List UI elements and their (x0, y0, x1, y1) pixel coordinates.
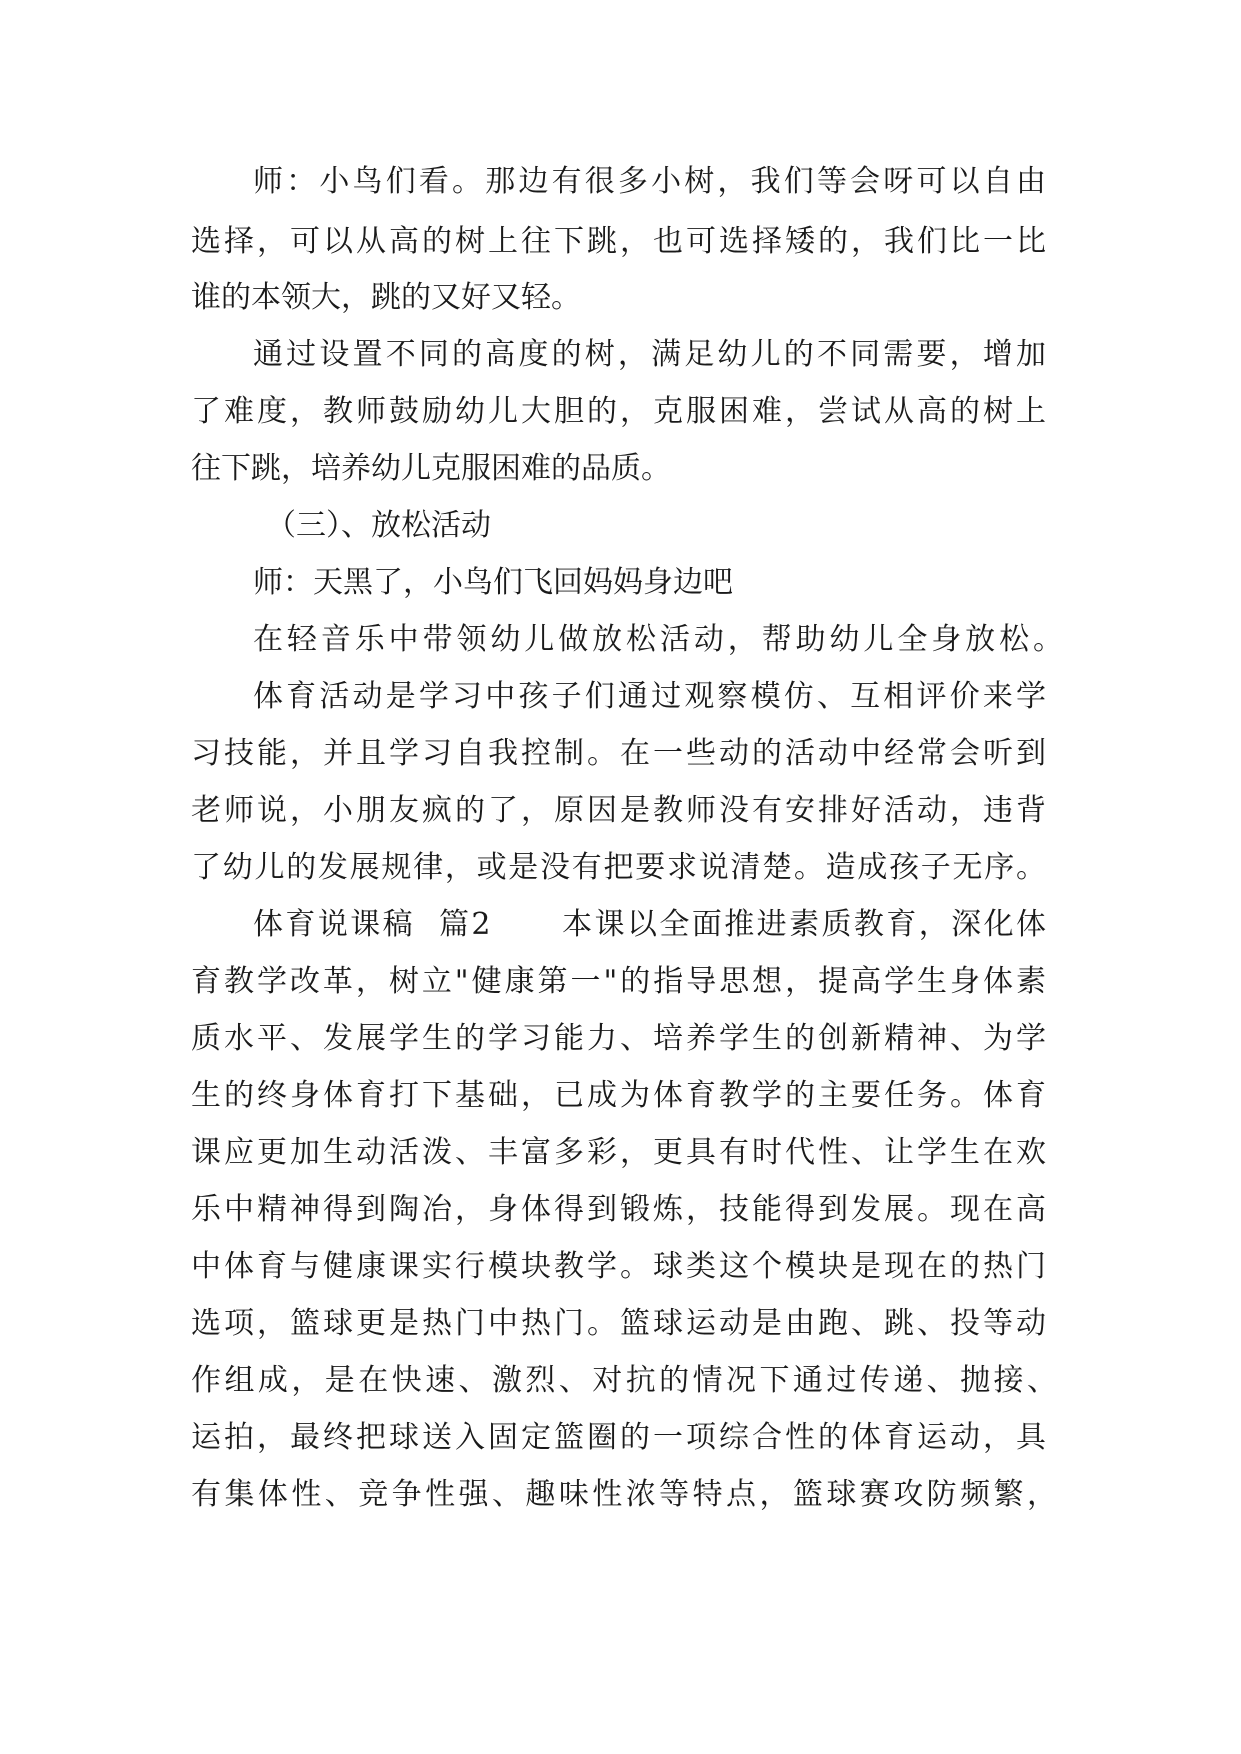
text-line: 了难度，教师鼓励幼儿大胆的，克服困难，尝试从高的树上 (191, 394, 1046, 429)
text-line: 育教学改革，树立"健康第一"的指导思想，提高学生身体素 (191, 964, 1046, 999)
text-line: 选项，篮球更是热门中热门。篮球运动是由跑、跳、投等动 (191, 1306, 1046, 1341)
text-line: 运拍，最终把球送入固定篮圈的一项综合性的体育运动，具 (191, 1420, 1046, 1455)
section-heading: （三）、放松活动 (266, 508, 491, 543)
text-line: 乐中精神得到陶冶，身体得到锻炼，技能得到发展。现在高 (191, 1192, 1046, 1227)
text-line: 作组成，是在快速、激烈、对抗的情况下通过传递、抛接、 (191, 1363, 1057, 1398)
text-line: 体育活动是学习中孩子们通过观察模仿、互相评价来学 (253, 679, 1046, 714)
text-line: 在轻音乐中带领幼儿做放松活动，帮助幼儿全身放松。 (253, 622, 1063, 657)
text-line: 了幼儿的发展规律，或是没有把要求说清楚。造成孩子无序。 (191, 850, 1046, 885)
text-line: 谁的本领大，跳的又好又轻。 (191, 280, 581, 315)
text-line: 中体育与健康课实行模块教学。球类这个模块是现在的热门 (191, 1249, 1046, 1284)
text-line: 课应更加生动活泼、丰富多彩，更具有时代性、让学生在欢 (191, 1135, 1046, 1170)
text-line: 师：小鸟们看。那边有很多小树，我们等会呀可以自由 (253, 164, 1046, 199)
text-line: 通过设置不同的高度的树，满足幼儿的不同需要，增加 (253, 337, 1046, 372)
text-line: 师：天黑了，小鸟们飞回妈妈身边吧 (253, 565, 733, 600)
text-line: 老师说，小朋友疯的了，原因是教师没有安排好活动，违背 (191, 793, 1046, 828)
text-line: 体育说课稿 篇2 本课以全面推进素质教育，深化体 (253, 907, 1046, 942)
text-line: 选择，可以从高的树上往下跳，也可选择矮的，我们比一比 (191, 224, 1046, 259)
text-line: 生的终身体育打下基础，已成为体育教学的主要任务。体育 (191, 1078, 1046, 1113)
text-line: 往下跳，培养幼儿克服困难的品质。 (191, 451, 671, 486)
text-line: 习技能，并且学习自我控制。在一些动的活动中经常会听到 (191, 736, 1046, 771)
text-line: 有集体性、竞争性强、趣味性浓等特点，篮球赛攻防频繁， (191, 1477, 1057, 1512)
text-line: 质水平、发展学生的学习能力、培养学生的创新精神、为学 (191, 1021, 1046, 1056)
